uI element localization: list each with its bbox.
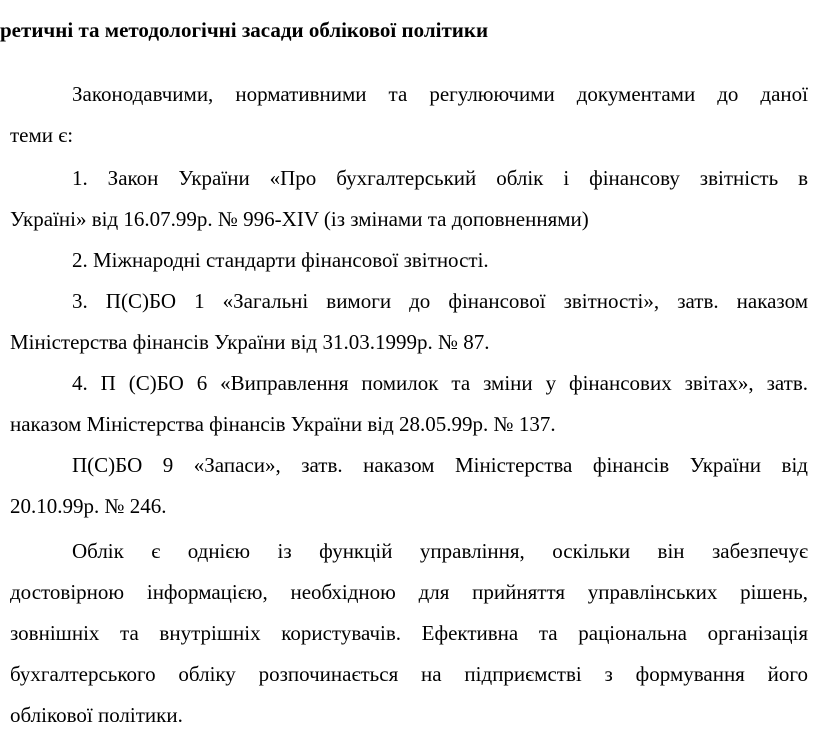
paragraph-line-1: Облік є однією із функцій управління, оскільки він забезпечує xyxy=(72,539,808,563)
list-item-5-line-1: П(С)БО 9 «Запаси», затв. наказом Міністерства фінансів України від xyxy=(72,453,808,477)
paragraph-line-2: достовірною інформацією, необхідною для прийняття управлінських рішень, xyxy=(10,580,808,604)
list-item-4-line-1: 4. П (С)БО 6 «Виправлення помилок та зміни у фінансових звітах», затв. xyxy=(72,371,808,395)
paragraph-line-4: бухгалтерського обліку розпочинається на підприємстві з формування його xyxy=(10,662,808,686)
intro-line-1: Законодавчими, нормативними та регулюючими документами до даної xyxy=(72,82,808,106)
paragraph-line-3: зовнішніх та внутрішніх користувачів. Ефективна та раціональна організація xyxy=(10,621,808,645)
list-item-2-line-1: 2. Міжнародні стандарти фінансової звітності. xyxy=(72,248,489,272)
list-item-1-line-2: Україні» від 16.07.99р. № 996-XIV (із змінами та доповненнями) xyxy=(10,207,589,231)
section-heading: ретичні та методологічні засади облікової політики xyxy=(0,18,489,42)
list-item-3-line-1: 3. П(С)БО 1 «Загальні вимоги до фінансової звітності», затв. наказом xyxy=(72,289,808,313)
paragraph-line-5: облікової політики. xyxy=(10,703,183,727)
list-item-3-line-2: Міністерства фінансів України від 31.03.1999р. № 87. xyxy=(10,330,490,354)
intro-line-2: теми є: xyxy=(10,123,74,147)
list-item-1-line-1: 1. Закон України «Про бухгалтерський облік і фінансову звітність в xyxy=(72,166,808,190)
list-item-4-line-2: наказом Міністерства фінансів України від 28.05.99р. № 137. xyxy=(10,412,556,436)
list-item-5-line-2: 20.10.99р. № 246. xyxy=(10,494,167,518)
